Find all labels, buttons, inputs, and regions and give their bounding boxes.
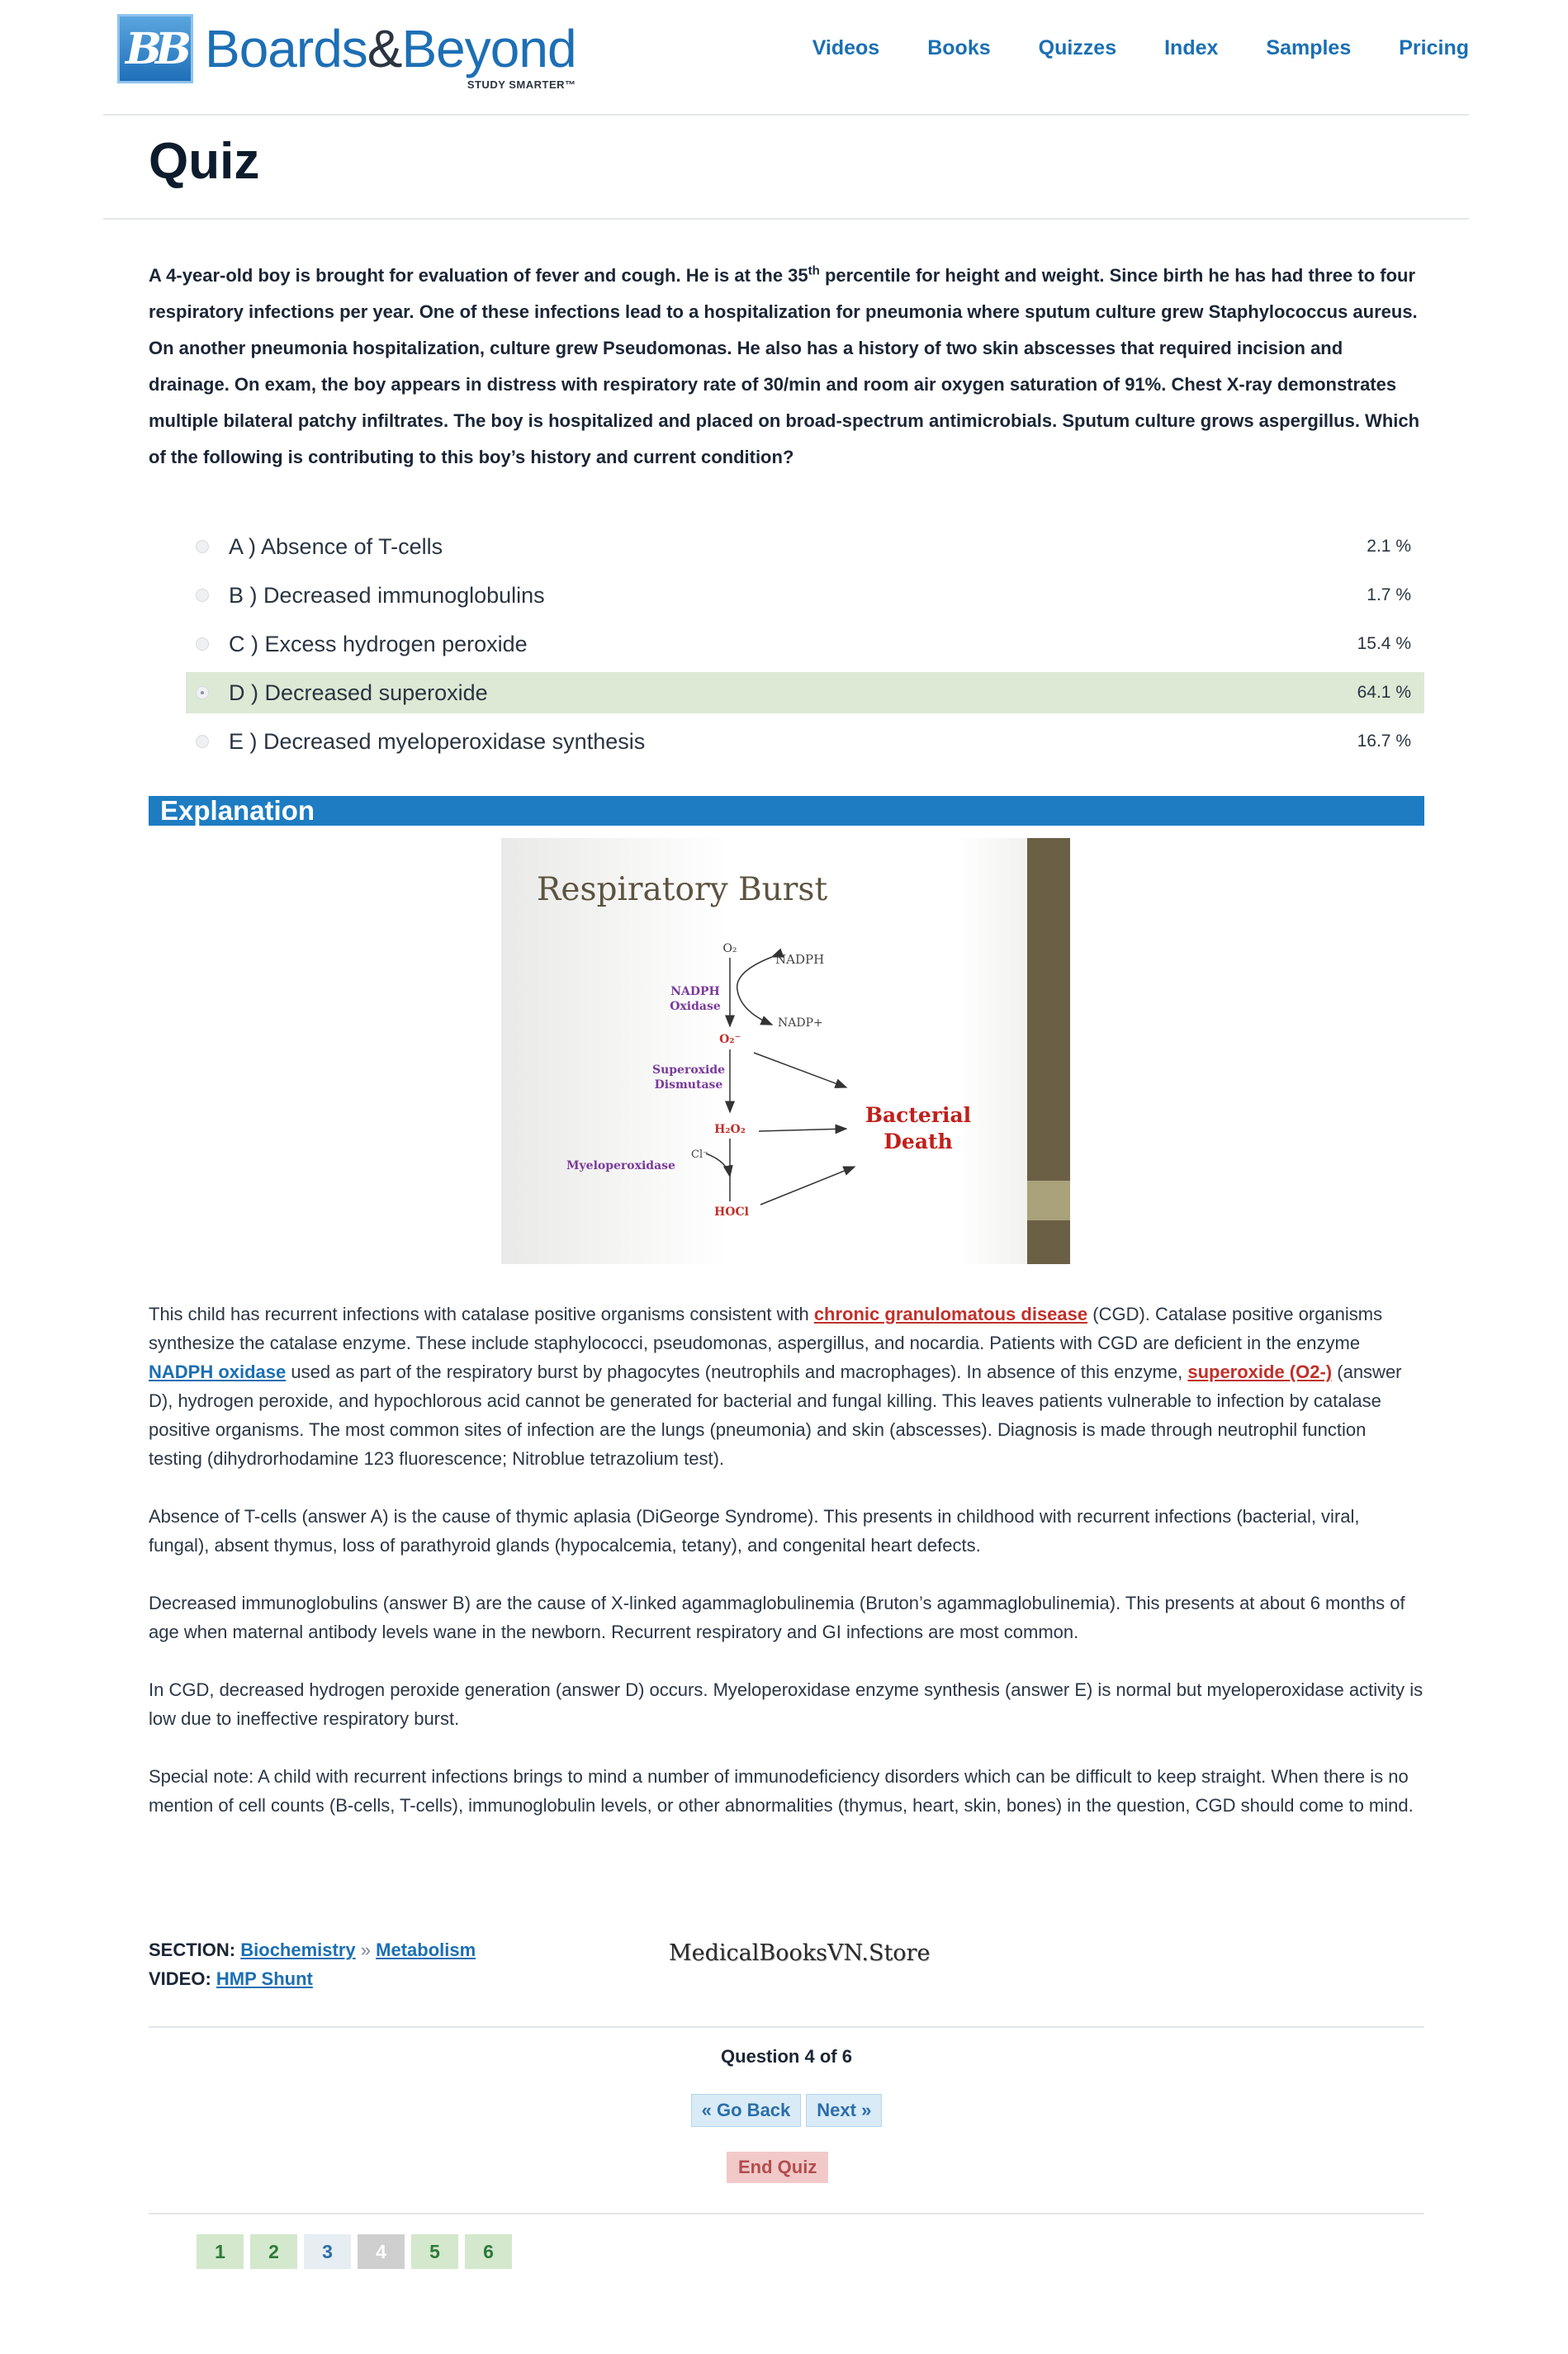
- label-nadp: NADP+: [778, 1016, 823, 1030]
- logo-ampersand: &: [367, 19, 402, 78]
- explanation-paragraph-3: Decreased immunoglobulins (answer B) are the cause of X-linked agammaglobulinemia (Bruton’s agammaglobulinemia). This presents at about 6 months of age when maternal antibody levels wane in the newborn. Recurrent respiratory and GI infections are most common.: [149, 1593, 1405, 1642]
- watermark: MedicalBooksVN.Store: [669, 1940, 931, 1966]
- page-button-1[interactable]: 1: [197, 2234, 244, 2269]
- figure-side-band: [1027, 1181, 1070, 1220]
- page-button-3[interactable]: 3: [304, 2234, 351, 2269]
- nav-pricing[interactable]: Pricing: [1399, 36, 1469, 59]
- explanation-paragraph-2: Absence of T-cells (answer A) is the cause of thymic aplasia (DiGeorge Syndrome). This presents in childhood with recurrent infections (bacterial, viral, fungal), absent thymus, loss of parathyroid glands (hypocalcemia, tetany), and congenital heart defects.: [149, 1506, 1360, 1556]
- answer-percent: 16.7 %: [1357, 732, 1411, 751]
- logo-tagline: STUDY SMARTER™: [467, 78, 576, 91]
- question-sup: th: [808, 263, 820, 278]
- figure-side-bar: [1027, 838, 1070, 1264]
- answer-option-a[interactable]: [186, 526, 1424, 567]
- link-chronic-granulomatous-disease[interactable]: chronic granulomatous disease: [813, 1304, 1088, 1324]
- next-button[interactable]: Next »: [806, 2094, 882, 2127]
- quiz-nav-buttons: [149, 2094, 1424, 2127]
- page-button-4[interactable]: 4: [358, 2234, 405, 2269]
- explanation-heading: Explanation: [149, 796, 1424, 826]
- breadcrumb-separator: »: [360, 1940, 372, 1960]
- question-text-1: A 4-year-old boy is brought for evaluation of fever and cough. He is at the 35: [149, 265, 808, 286]
- site-logo[interactable]: [117, 12, 576, 91]
- answer-option-c[interactable]: [186, 623, 1424, 665]
- go-back-button[interactable]: « Go Back: [691, 2094, 802, 2127]
- answer-label: D ) Decreased superoxide: [229, 680, 488, 705]
- answer-label: A ) Absence of T-cells: [229, 533, 443, 559]
- answer-label: B ) Decreased immunoglobulins: [229, 582, 545, 608]
- label-superoxide: O₂⁻: [719, 1033, 741, 1046]
- divider: [149, 2213, 1424, 2214]
- nav-quizzes[interactable]: Quizzes: [1038, 36, 1117, 59]
- answer-list: [186, 526, 1424, 770]
- link-superoxide[interactable]: superoxide (O2-): [1187, 1362, 1333, 1382]
- divider: [149, 2026, 1424, 2028]
- figure-title: Respiratory Burst: [537, 871, 828, 908]
- arrow-h2o2-to-hocl: [706, 1139, 730, 1201]
- nav-index[interactable]: Index: [1164, 36, 1219, 59]
- video-label: VIDEO:: [149, 1968, 211, 1989]
- answer-percent: 2.1 %: [1367, 537, 1411, 556]
- question-stem: [149, 258, 1424, 476]
- label-o2: O₂: [722, 942, 737, 955]
- text-span: used as part of the respiratory burst by phagocytes (neutrophils and macrophages). In absence of this enzyme,: [286, 1362, 1188, 1382]
- text-span: (CGD). Catalase positive organisms synthesize the catalase enzyme. These include staphylococci, pseudomonas, aspergillus, and nocardia. Patients with CGD are deficient in the enzyme: [149, 1304, 1383, 1353]
- radio-a[interactable]: [196, 540, 209, 553]
- arrow-h2o2-to-death: [759, 1129, 846, 1131]
- radio-e[interactable]: [196, 735, 209, 748]
- answer-label: E ) Decreased myeloperoxidase synthesis: [229, 728, 646, 754]
- answer-option-b[interactable]: [186, 575, 1424, 616]
- respiratory-burst-figure: [501, 838, 1070, 1264]
- label-enzyme3: Myeloperoxidase: [566, 1159, 675, 1172]
- answer-option-e[interactable]: [186, 721, 1424, 762]
- main-nav: [765, 36, 1469, 60]
- logo-wordmark: [205, 19, 576, 91]
- answer-option-d[interactable]: [186, 672, 1424, 713]
- page-button-2[interactable]: 2: [250, 2234, 297, 2269]
- section-info: [149, 1935, 476, 1993]
- arrow-hocl-to-death: [760, 1167, 855, 1205]
- page-button-5[interactable]: 5: [411, 2234, 458, 2269]
- question-text-2: percentile for height and weight. Since birth he has had three to four respiratory infections per year. One of these infections lead to a hospitalization for pneumonia where sputum culture grew Staphylococcus aureus. On another pneumonia hospitalization, culture grew Pseudomonas. He also has a history of two skin abscesses that required incision and drainage. On exam, the boy appears in distress with respiratory rate of 30/min and room air oxygen saturation of 91%. Chest X-ray demonstrates multiple bilateral patchy infiltrates. The boy is hospitalized and placed on broad-spectrum antimicrobials. Sputum culture grows aspergillus. Which of the following is contributing to this boy’s history and current condition?: [149, 265, 1420, 467]
- label-chloride: Cl⁻: [691, 1149, 708, 1161]
- logo-word-beyond: Beyond: [401, 19, 576, 78]
- text-span: This child has recurrent infections with catalase positive organisms consistent with: [149, 1304, 814, 1324]
- radio-d[interactable]: [196, 686, 209, 699]
- nav-samples[interactable]: Samples: [1266, 36, 1352, 59]
- nadph-curve: [737, 957, 772, 1025]
- radio-c[interactable]: [196, 637, 209, 651]
- label-outcome-line2: Death: [883, 1130, 953, 1153]
- arrow-superoxide-to-death: [754, 1053, 846, 1087]
- label-nadph: NADPH: [775, 952, 825, 967]
- explanation-paragraph-1: [149, 1300, 1424, 1473]
- section-label: SECTION:: [149, 1940, 236, 1960]
- label-enzyme1-line1: NADPH: [670, 985, 720, 998]
- section-row: [149, 1935, 476, 1964]
- nav-books[interactable]: Books: [927, 36, 991, 59]
- link-nadph-oxidase[interactable]: NADPH oxidase: [149, 1362, 287, 1382]
- answer-percent: 15.4 %: [1357, 634, 1411, 653]
- explanation-paragraph-5: Special note: A child with recurrent infections brings to mind a number of immunodeficiency disorders which can be difficult to keep straight. When there is no mention of cell counts (B-cells, T-cells), immunoglobulin levels, or other abnormalities (thymus, heart, skin, bones) in the question, CGD should come to mind.: [149, 1766, 1414, 1816]
- answer-label: C ) Excess hydrogen peroxide: [229, 631, 528, 656]
- label-hocl: HOCl: [714, 1205, 749, 1219]
- figure-diagram: [501, 838, 1027, 1264]
- question-counter: Question 4 of 6: [721, 2046, 852, 2067]
- label-h2o2: H₂O₂: [714, 1123, 746, 1136]
- site-header: [103, 0, 1469, 116]
- logo-word-boards: Boards: [205, 19, 367, 78]
- label-enzyme2-line1: Superoxide: [651, 1063, 726, 1077]
- video-row: [149, 1964, 476, 1993]
- video-link-hmp-shunt[interactable]: HMP Shunt: [216, 1968, 313, 1989]
- answer-percent: 64.1 %: [1357, 683, 1411, 702]
- label-enzyme1-line2: Oxidase: [670, 1000, 721, 1013]
- page-title: Quiz: [149, 133, 260, 190]
- label-outcome-line1: Bacterial: [865, 1103, 972, 1127]
- question-pager: [197, 2234, 519, 2269]
- answer-percent: 1.7 %: [1367, 585, 1411, 604]
- text-span: (answer D), hydrogen peroxide, and hypochlorous acid cannot be generated for bacterial and fungal killing. This leaves patients vulnerable to infection by catalase positive organisms. The most common sites of infection are the lungs (pneumonia) and skin (abscesses). Diagnosis is made through neutrophil function testing (dihydrorhodamine 123 fluorescence; Nitroblue tetrazolium test).: [149, 1362, 1402, 1469]
- section-link-biochemistry[interactable]: Biochemistry: [240, 1940, 356, 1960]
- end-quiz-button[interactable]: End Quiz: [727, 2152, 828, 2183]
- page-button-6[interactable]: 6: [465, 2234, 512, 2269]
- title-divider: [103, 218, 1469, 220]
- explanation-body: [149, 1300, 1424, 1849]
- section-link-metabolism[interactable]: Metabolism: [376, 1940, 476, 1960]
- logo-mark: BB: [117, 14, 193, 83]
- label-enzyme2-line2: Dismutase: [654, 1078, 723, 1092]
- explanation-paragraph-4: In CGD, decreased hydrogen peroxide generation (answer D) occurs. Myeloperoxidase enzyme synthesis (answer E) is normal but myeloperoxidase activity is low due to ineffective respiratory burst.: [149, 1679, 1424, 1729]
- nav-videos[interactable]: Videos: [812, 36, 880, 59]
- radio-b[interactable]: [196, 589, 209, 602]
